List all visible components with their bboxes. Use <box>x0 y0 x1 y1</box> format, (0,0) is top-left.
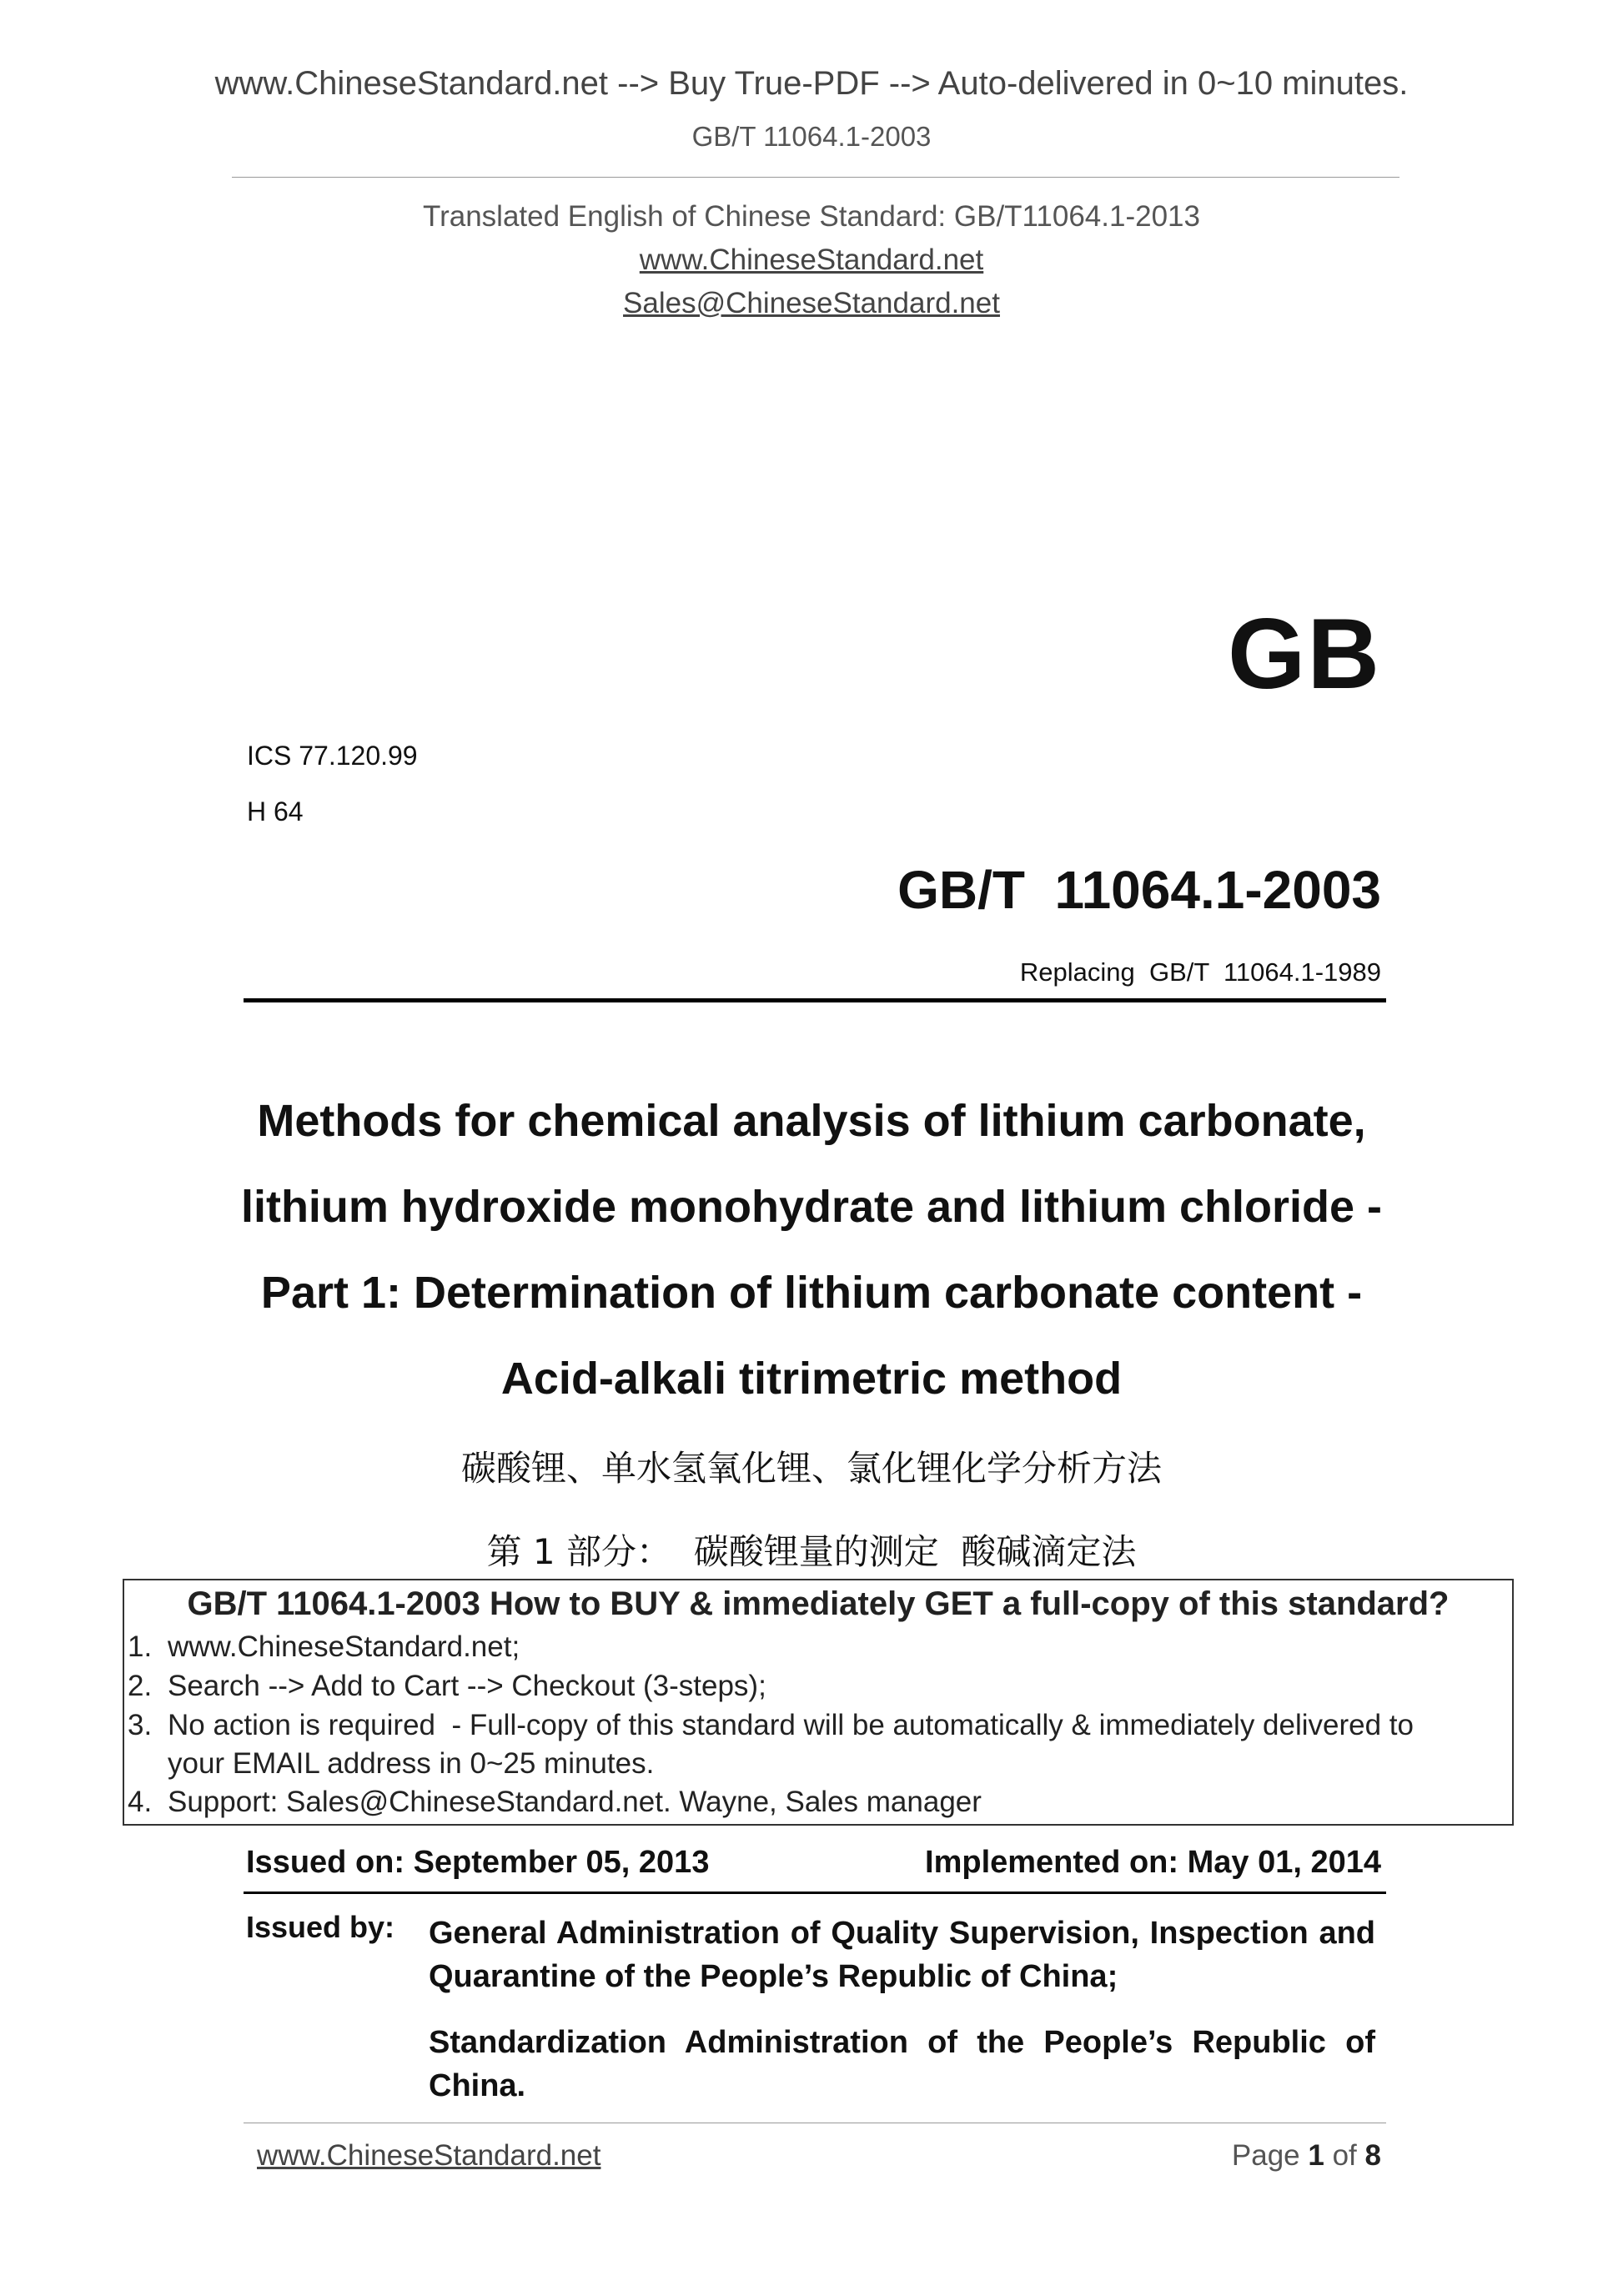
page-indicator <box>1232 2139 1381 2173</box>
buy-step-text: Search --> Add to Cart --> Checkout (3-steps); <box>168 1670 766 1702</box>
buy-step-number: 4. <box>128 1786 153 1818</box>
buy-step-text[interactable]: www.ChineseStandard.net; <box>168 1630 520 1663</box>
header-doc-code: GB/T 11064.1-2003 <box>691 121 932 152</box>
buy-step-2 <box>128 1670 766 1703</box>
buy-box-title: GB/T 11064.1-2003 How to BUY & immediately GET a full-copy of this standard? <box>187 1585 1450 1622</box>
title-line-2: lithium hydroxide monohydrate and lithium chloride - <box>240 1182 1383 1232</box>
buy-step-text: No action is required - Full-copy of this standard will be automatically & immediately delivered to <box>168 1709 1414 1741</box>
buy-step-text: Support: Sales@ChineseStandard.net. Wayne, Sales manager <box>168 1786 982 1818</box>
page-total: 8 <box>1364 2139 1381 2172</box>
buy-step-3 <box>128 1709 1414 1742</box>
footer-website-link[interactable] <box>257 2139 600 2173</box>
buy-step-number: 3. <box>128 1709 153 1741</box>
buy-box <box>123 1579 1514 1826</box>
title-line-4: Acid-alkali titrimetric method <box>500 1354 1123 1404</box>
issuer-1: General Administration of Quality Supervision, Inspection and Quarantine of the People’s Republic of China; <box>429 1916 1375 1994</box>
page-word: Page <box>1231 2139 1300 2172</box>
translation-website-text[interactable]: www.ChineseStandard.net <box>639 244 984 276</box>
buy-step-number: 1. <box>128 1630 153 1663</box>
page-current: 1 <box>1308 2139 1324 2172</box>
chinese-title-line-1: 碳酸锂、单水氢氧化锂、氯化锂化学分析方法 <box>460 1448 1162 1489</box>
header-divider <box>232 177 1399 178</box>
issued-by-label: Issued by: <box>246 1910 395 1944</box>
buy-step-3-continued <box>128 1747 654 1781</box>
issuer-2: Standardization Administration of the People’s Republic of China. <box>429 2025 1375 2103</box>
buy-step-number: 2. <box>128 1670 153 1702</box>
title-line-1: Methods for chemical analysis of lithium carbonate, <box>257 1096 1366 1146</box>
buy-step-text: your EMAIL address in 0~25 minutes. <box>168 1747 655 1780</box>
page-of: of <box>1332 2139 1357 2172</box>
ics-code: ICS 77.120.99 <box>247 741 418 771</box>
footer-website-text[interactable]: www.ChineseStandard.net <box>257 2139 601 2172</box>
ccs-code: H 64 <box>247 796 304 826</box>
title-line-3: Part 1: Determination of lithium carbonate content - <box>260 1268 1363 1318</box>
cover-rule <box>244 998 1386 1002</box>
translation-note: Translated English of Chinese Standard: GB/T11064.1-2013 <box>423 200 1200 233</box>
replacing-note: Replacing GB/T 11064.1-1989 <box>1019 957 1381 987</box>
translation-email-link[interactable] <box>0 287 1623 320</box>
issued-on-date: Issued on: September 05, 2013 <box>246 1845 710 1880</box>
translation-website-link[interactable] <box>0 244 1623 277</box>
implemented-on-date: Implemented on: May 01, 2014 <box>925 1845 1381 1880</box>
standard-number: GB/T 11064.1-2003 <box>897 860 1381 920</box>
chinese-title-line-2: 第 1 部分： 碳酸锂量的测定 酸碱滴定法 <box>486 1531 1137 1572</box>
translation-email-text[interactable]: Sales@ChineseStandard.net <box>623 287 1000 319</box>
buy-step-4 <box>128 1786 982 1819</box>
buy-step-1 <box>128 1630 520 1664</box>
gb-mark: GB <box>1228 598 1381 710</box>
header-banner: www.ChineseStandard.net --> Buy True-PDF --> Auto-delivered in 0~10 minutes. <box>214 65 1409 102</box>
issue-rule <box>244 1892 1386 1894</box>
